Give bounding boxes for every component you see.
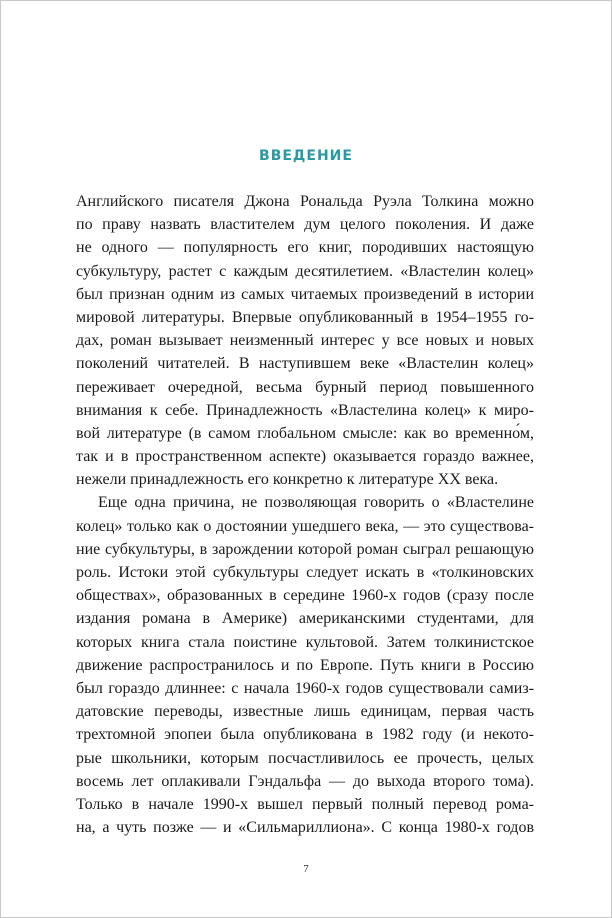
body-text	[76, 190, 534, 839]
text-line: переживает очередной, весьма бурный период повышенного	[76, 378, 534, 396]
text-line: на, а чуть позже — и «Сильмариллиона». С конца 1980-х годов	[76, 819, 534, 837]
text-line: восемь лет оплакивали Гэндальфа — до выхода второго тома).	[76, 772, 534, 790]
chapter-heading: ВВЕДЕНИЕ	[259, 148, 353, 164]
text-line: роль. Истоки этой субкультуры следует искать в «толкиновских	[76, 564, 534, 581]
text-line: рые школьники, которым посчастливилось ее прочесть, целых	[76, 749, 534, 767]
text-line: ние субкультуры, в зарождении которой роман сыграл решающую	[76, 540, 534, 558]
text-line: был признан одним из самых читаемых произведений в истории	[76, 285, 534, 303]
text-line: которых книга стала поистине культовой. Затем толкинистское	[76, 633, 534, 651]
text-line: внимания к себе. Принадлежность «Властелина колец» к миро-	[76, 401, 534, 419]
text-line: вой литературе (в самом глобальном смысле: как во временно́м,	[76, 424, 534, 442]
text-line: не одного — популярность его книг, породивших настоящую	[76, 239, 534, 257]
paragraph	[76, 190, 534, 491]
text-line: был гораздо длиннее: с начала 1960-х годов существовали самиз-	[76, 679, 534, 697]
text-line: колец» только как о достоянии ушедшего века, — это существова-	[76, 517, 534, 535]
text-line: субкультуру, растет с каждым десятилетием. «Властелин колец»	[76, 262, 534, 280]
text-line: издания романа в Америке) американскими студентами, для	[76, 610, 534, 628]
text-line: трехтомной эпопеи была опубликована в 1982 году (и некото-	[76, 726, 534, 744]
text-line: по праву назвать властителем дум целого поколения. И даже	[76, 216, 534, 234]
text-line: обществах», образованных в середине 1960-х годов (сразу после	[76, 587, 534, 605]
text-line: движение распространилось и по Европе. Путь книги в Россию	[76, 656, 534, 674]
text-line: нежели принадлежность его конкретно к литературе XX века.	[76, 471, 499, 489]
text-line: мировой литературы. Впервые опубликованный в 1954–1955 го-	[76, 308, 534, 326]
text-line: Только в начале 1990-х вышел первый полный перевод рома-	[76, 795, 534, 813]
text-line: Английского писателя Джона Рональда Руэла Толкина можно	[76, 193, 534, 210]
paragraph	[76, 491, 534, 839]
page-number: 7	[303, 863, 309, 875]
text-line: так и в пространственном аспекте) оказывается гораздо важнее,	[76, 448, 534, 466]
text-line: поколений читателей. В наступившем веке «Властелин колец»	[76, 355, 534, 373]
text-line: датовские переводы, известные лишь единицам, первая часть	[76, 703, 534, 721]
text-line: Еще одна причина, не позволяющая говорить о «Властелине	[98, 494, 534, 512]
text-line: дах, роман вызывает неизменный интерес у все новых и новых	[76, 332, 534, 350]
